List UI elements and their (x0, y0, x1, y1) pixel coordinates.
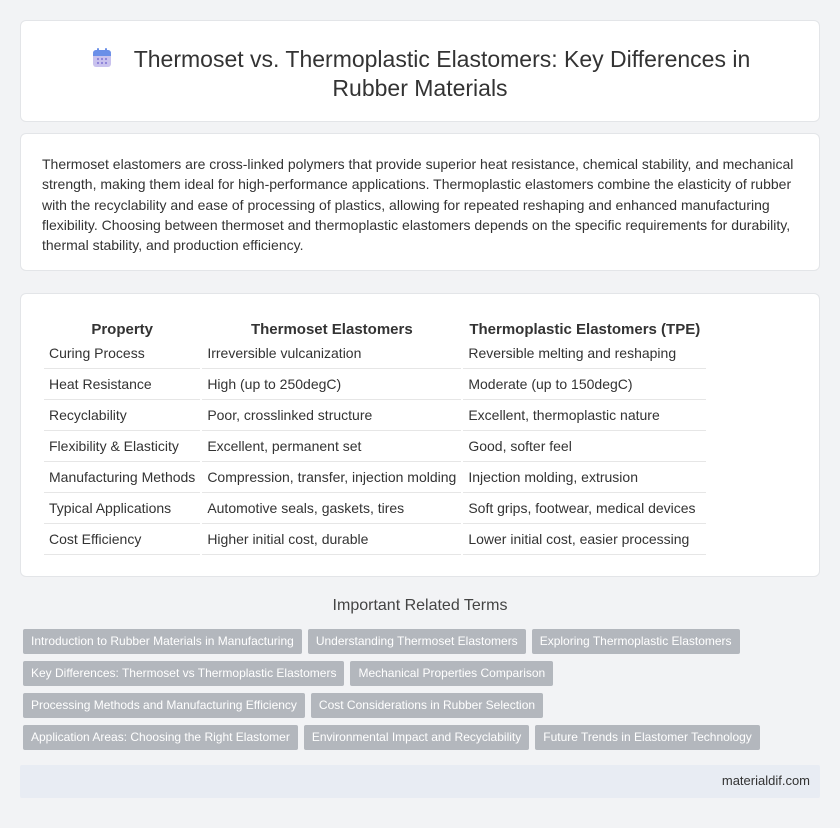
table-cell: Poor, crosslinked structure (202, 400, 461, 431)
related-term-tag[interactable]: Application Areas: Choosing the Right Elastomer (23, 725, 298, 750)
intro-paragraph: Thermoset elastomers are cross-linked polymers that provide superior heat resistance, chemical stability, and mechanical strength, making them ideal for high-performance applications. Thermoplastic elastomers combine the elasticity of rubber with the recyclability and ease of processing of plastics, allowing for repeated reshaping and enhanced manufacturing flexibility. Choosing between thermoset and thermoplastic elastomers depends on the specific requirements for durability, thermal stability, and production efficiency. (42, 156, 794, 254)
table-cell: Manufacturing Methods (44, 462, 200, 493)
column-header: Thermoplastic Elastomers (TPE) (469, 321, 701, 338)
table-cell: Moderate (up to 150degC) (463, 369, 706, 400)
table-row (44, 493, 706, 524)
tag-row (23, 661, 803, 693)
table-cell: Injection molding, extrusion (463, 462, 706, 493)
table-cell: Automotive seals, gaskets, tires (202, 493, 461, 524)
header-card (20, 20, 820, 122)
table-cell: Lower initial cost, easier processing (463, 524, 706, 555)
table-cell: Curing Process (44, 338, 200, 369)
table-row (44, 524, 706, 555)
related-term-tag[interactable]: Future Trends in Elastomer Technology (535, 725, 760, 750)
column-header: Property (91, 321, 153, 338)
tag-row (23, 693, 803, 725)
table-cell: Irreversible vulcanization (202, 338, 461, 369)
table-cell: Compression, transfer, injection molding (202, 462, 461, 493)
comparison-table (42, 315, 708, 555)
related-terms-list (23, 629, 803, 757)
table-cell: Flexibility & Elasticity (44, 431, 200, 462)
comparison-table-card (20, 293, 820, 577)
related-term-tag[interactable]: Introduction to Rubber Materials in Manufacturing (23, 629, 302, 654)
table-cell: Higher initial cost, durable (202, 524, 461, 555)
calendar-icon (90, 46, 114, 70)
related-term-tag[interactable]: Exploring Thermoplastic Elastomers (532, 629, 740, 654)
table-cell: Cost Efficiency (44, 524, 200, 555)
related-term-tag[interactable]: Understanding Thermoset Elastomers (308, 629, 526, 654)
table-cell: Typical Applications (44, 493, 200, 524)
table-cell: Good, softer feel (463, 431, 706, 462)
table-cell: Excellent, permanent set (202, 431, 461, 462)
table-cell: High (up to 250degC) (202, 369, 461, 400)
table-cell: Recyclability (44, 400, 200, 431)
related-terms-heading: Important Related Terms (332, 597, 508, 614)
page-title: Thermoset vs. Thermoplastic Elastomers: Key Differences in Rubber Materials (133, 46, 751, 101)
related-term-tag[interactable]: Cost Considerations in Rubber Selection (311, 693, 543, 718)
tag-row (23, 629, 803, 661)
footer-site-link[interactable]: materialdif.com (721, 773, 810, 788)
column-header: Thermoset Elastomers (250, 321, 413, 338)
table-header-row (44, 315, 706, 338)
related-term-tag[interactable]: Mechanical Properties Comparison (350, 661, 553, 686)
table-cell: Excellent, thermoplastic nature (463, 400, 706, 431)
table-cell: Soft grips, footwear, medical devices (463, 493, 706, 524)
tag-row (23, 725, 803, 757)
table-cell: Heat Resistance (44, 369, 200, 400)
intro-card (20, 133, 820, 271)
table-cell: Reversible melting and reshaping (463, 338, 706, 369)
table-row (44, 369, 706, 400)
related-term-tag[interactable]: Environmental Impact and Recyclability (304, 725, 529, 750)
table-row (44, 462, 706, 493)
related-term-tag[interactable]: Processing Methods and Manufacturing Efficiency (23, 693, 305, 718)
footer (20, 765, 820, 798)
table-row (44, 338, 706, 369)
table-row (44, 431, 706, 462)
page-title-wrap (81, 45, 759, 103)
table-row (44, 400, 706, 431)
related-term-tag[interactable]: Key Differences: Thermoset vs Thermoplastic Elastomers (23, 661, 344, 686)
